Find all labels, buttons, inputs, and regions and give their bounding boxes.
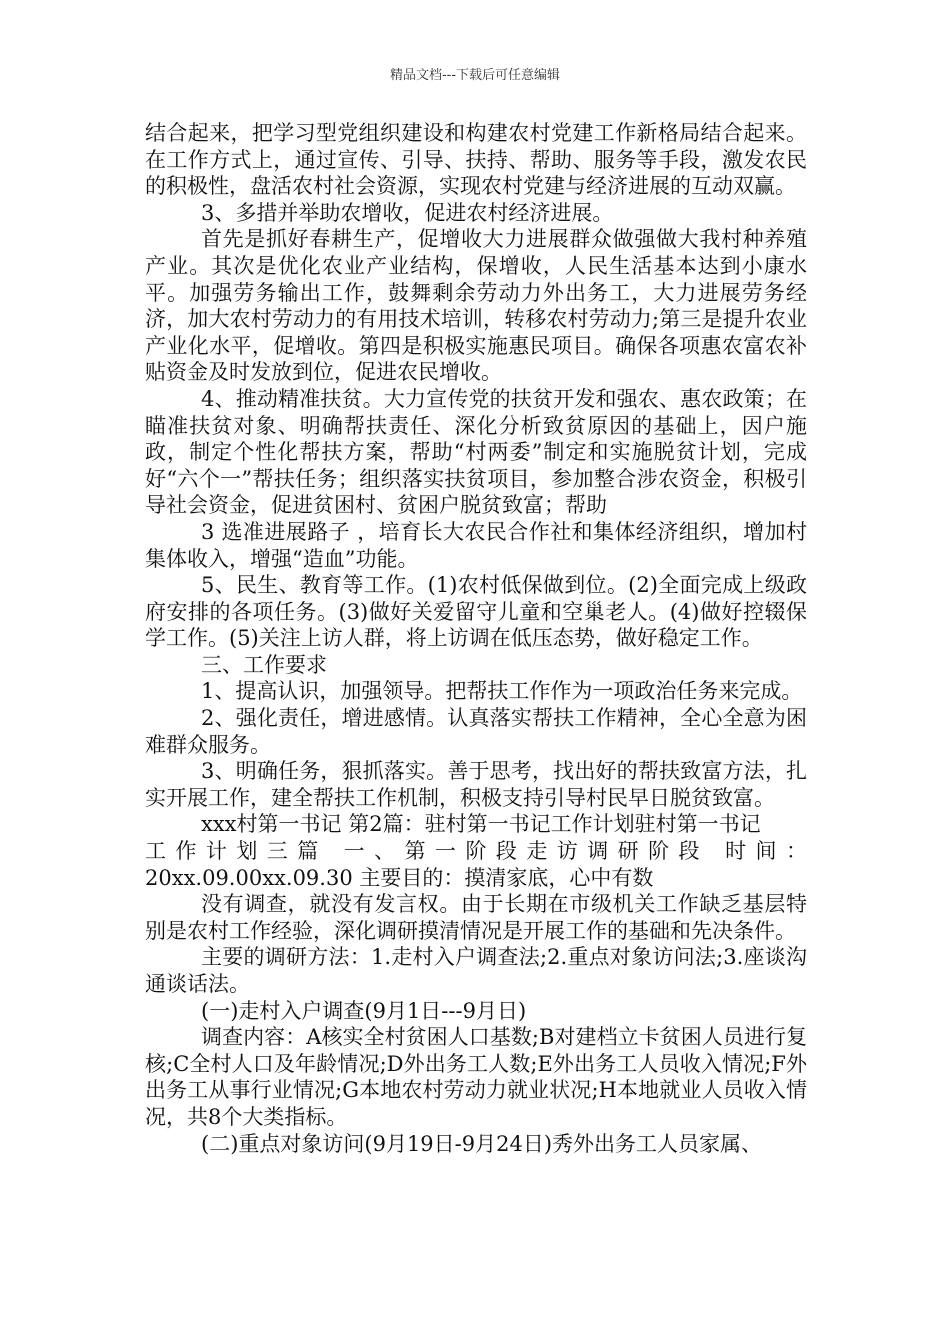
paragraph: (一)走村入户调查(9月1日---9月日) xyxy=(201,998,527,1023)
document-body xyxy=(145,120,807,1157)
paragraph: 没有调查，就没有发言权。由于长期在市级机关工作缺乏基层特别是农村工作经验，深化调研摸清情况是开展工作的基础和先决条件。 xyxy=(145,892,807,943)
section-heading: 三、工作要求 xyxy=(201,652,327,677)
paragraph: 调查内容：A核实全村贫困人口基数;B对建档立卡贫困人员进行复核;C全村人口及年龄情况;D外出务工人数;E外出务工人员收入情况;F外出务工从事行业情况;G本地农村劳动力就业状况;H本地就业人员收入情况，共8个大类指标。 xyxy=(145,1025,807,1129)
paragraph: (二)重点对象访问(9月19日-9月24日)秀外出务工人员家属、 xyxy=(201,1131,763,1156)
paragraph: 主要的调研方法：1.走村入户调查法;2.重点对象访问法;3.座谈沟通谈话法。 xyxy=(145,945,807,996)
paragraph: 工作计划三篇 一、第一阶段走访调研阶段 时间： xyxy=(145,839,807,864)
paragraph: 结合起来，把学习型党组织建设和构建农村党建工作新格局结合起来。在工作方式上，通过宣传、引导、扶持、帮助、服务等手段，激发农民的积极性，盘活农村社会资源，实现农村党建与经济进展的互动双赢。 xyxy=(145,121,807,199)
paragraph: 1、提高认识，加强领导。把帮扶工作作为一项政治任务来完成。 xyxy=(201,679,803,704)
paragraph: 2、强化责任，增进感情。认真落实帮扶工作精神，全心全意为困难群众服务。 xyxy=(145,706,807,757)
paragraph: xxx村第一书记 第2篇：驻村第一书记工作计划驻村第一书记 xyxy=(201,812,761,837)
paragraph: 5、民生、教育等工作。(1)农村低保做到位。(2)全面完成上级政府安排的各项任务。(3)做好关爱留守儿童和空巢老人。(4)做好控辍保学工作。(5)关注上访人群，将上访调在低压态势，做好稳定工作。 xyxy=(145,573,807,651)
paragraph: 3 选准进展路子 ，培育长大农民合作社和集体经济组织，增加村集体收入，增强“造血”功能。 xyxy=(145,519,807,571)
paragraph: 首先是抓好春耕生产，促增收大力进展群众做强做大我村种养殖产业。其次是优化农业产业结构，保增收，人民生活基本达到小康水平。加强劳务输出工作，鼓舞剩余劳动力外出务工，大力进展劳务经济，加大农村劳动力的有用技术培训，转移农村劳动力;第三是提升农业产业化水平，促增收。第四是积极实施惠民项目。确保各项惠农富农补贴资金及时发放到位，促进农民增收。 xyxy=(145,227,807,385)
paragraph: 3、多措并举助农增收，促进农村经济进展。 xyxy=(201,200,614,225)
paragraph: 3、明确任务，狠抓落实。善于思考，找出好的帮扶致富方法，扎实开展工作，建全帮扶工作机制，积极支持引导村民早日脱贫致富。 xyxy=(145,759,807,810)
paragraph: 4、推动精准扶贫。大力宣传党的扶贫开发和强农、惠农政策；在瞄准扶贫对象、明确帮扶责任、深化分析致贫原因的基础上，因户施政，制定个性化帮扶方案，帮助“村两委”制定和实施脱贫计划，完成好“六个一”帮扶任务；组织落实扶贫项目，参加整合涉农资金，积极引导社会资金，促进贫困村、贫困户脱贫致富；帮助 xyxy=(145,386,807,518)
paragraph: 20xx.09.00xx.09.30 主要目的：摸清家底，心中有数 xyxy=(145,865,654,890)
page-header: 精品文档---下载后可任意编辑 xyxy=(389,68,561,83)
